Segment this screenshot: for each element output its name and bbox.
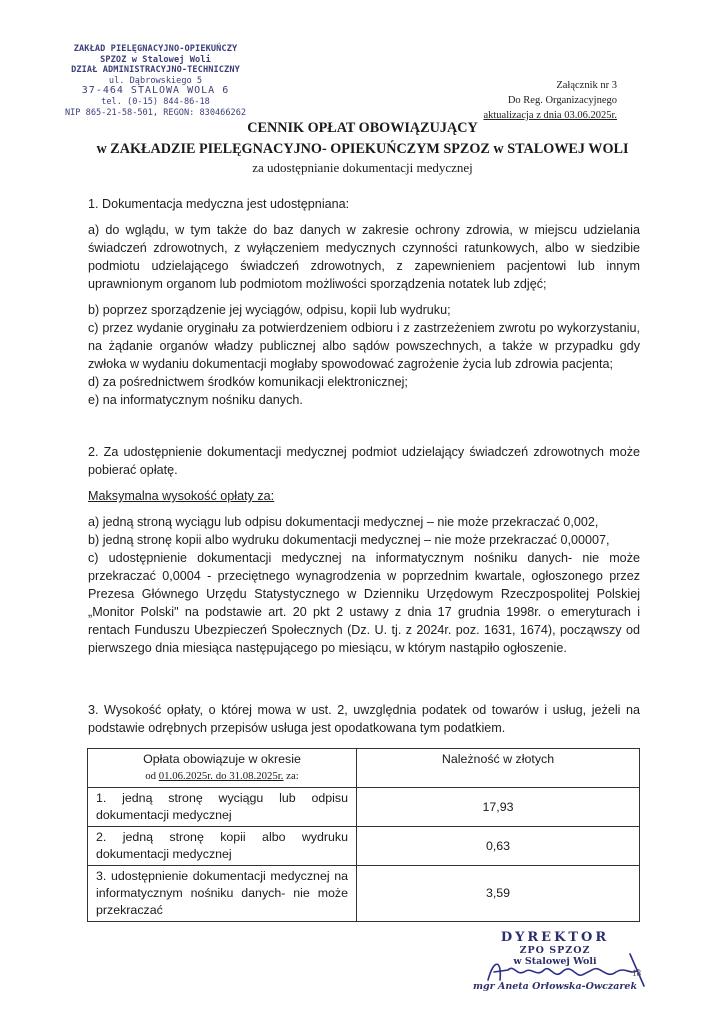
header-period-suffix: za: — [283, 770, 299, 782]
director-title: DYREKTOR — [500, 930, 610, 945]
section-2-text: 2. Za udostępnienie dokumentacji medycznej podmiot udzielający świadczeń zdrowotnych może pobierać opłatę. — [88, 445, 640, 477]
header-period — [88, 749, 357, 788]
annex-reference — [483, 78, 617, 123]
table-row — [88, 827, 640, 866]
director-org: ZPO SPZOZ — [519, 945, 591, 956]
max-fee-item-a: a) jedną stroną wyciągu lub odpisu dokumentacji medycznej – nie może przekraczać 0,002, — [88, 515, 599, 529]
fee-value: 0,63 — [357, 827, 640, 866]
max-fee-item-c: c) udostępnienie dokumentacji medycznej na informatycznym nośniku danych- nie może przekraczać 0,0004 - przeciętnego wynagrodzenia w poprzednim kwartale, ogłoszonego przez Prezesa Głównego Urzędu Statystycznego w Dzienniku Urzędowym Rzeczpospolitej Polskiej „Monitor Polski" na podstawie art. 20 pkt 2 ustawy z dnia 17 grudnia 1998r. o emeryturach i rentach Funduszu Ubezpieczeń Społecznych (Dz. U. tj. z 2024r. poz. 1631, 1674), począwszy od pierwszego dnia miesiąca następującego po miesiącu, w którym nastąpiło ogłoszenie. — [88, 551, 640, 655]
fee-label: 1. jedną stronę wyciągu lub odpisu dokumentacji medycznej — [88, 788, 357, 827]
section-1-item-c: c) przez wydanie oryginału za potwierdzeniem odbioru i z zastrzeżeniem zwrotu po wykorzystaniu, na żądanie organów władzy publicznej albo sądów powszechnych, a także w przypadku gdy zwłoka w wydaniu dokumentacji mogłaby spowodować zagrożenie życia lub zdrowia pacjenta; — [88, 321, 640, 371]
stamp-line: tel. (0-15) 844-86-18 — [101, 96, 210, 107]
max-fee-heading: Maksymalna wysokość opłaty za: — [88, 489, 275, 503]
director-city: w Stalowej Woli — [513, 956, 597, 967]
institution-stamp — [48, 44, 263, 118]
header-period-dates: 01.06.2025r. do 31.08.2025r. — [158, 770, 284, 782]
document-title: CENNIK OPŁAT OBOWIĄZUJĄCY — [247, 120, 478, 136]
page-number: 18 — [632, 968, 641, 978]
max-fee-item-b: b) jedną stronę kopii albo wydruku dokumentacji medycznej – nie może przekraczać 0,00007, — [88, 533, 610, 547]
header-period-label: Opłata obowiązuje w okresie — [143, 752, 301, 766]
stamp-line: DZIAŁ ADMINISTRACYJNO-TECHNICZNY — [71, 65, 240, 76]
fee-value: 17,93 — [357, 788, 640, 827]
stamp-line: ul. Dąbrowskiego 5 — [108, 75, 203, 86]
table-row — [88, 866, 640, 922]
table-row — [88, 788, 640, 827]
header-period-prefix: od — [145, 770, 159, 782]
section-1-item-d: d) za pośrednictwem środków komunikacji elektronicznej; — [88, 375, 408, 389]
stamp-line: NIP 865-21-58-501, REGON: 830466262 — [64, 107, 247, 118]
section-1-item-a: a) do wglądu, w tym także do baz danych w zakresie ochrony zdrowia, w miejscu udzielania świadczeń zdrowotnych, z wyłączeniem medycznych czynności ratunkowych, albo w siedzibie podmiotu udzielającego świadczeń zdrowotnych, z zapewnieniem pacjentowi lub innym uprawnionym organom lub podmiotom możliwości sporządzenia notatek lub zdjęć; — [88, 223, 640, 291]
section-2 — [88, 443, 640, 657]
fee-table-header — [88, 749, 640, 788]
section-3 — [88, 701, 640, 737]
fee-table — [87, 748, 640, 922]
section-1 — [88, 195, 640, 409]
header-amount: Należność w złotych — [357, 749, 640, 788]
section-3-text: 3. Wysokość opłaty, o której mowa w ust. 2, uwzględnia podatek od towarów i usług, jeżeli na podstawie odrębnych przepisów usługa jest opodatkowana tym podatkiem. — [88, 703, 640, 735]
fee-value: 3,59 — [357, 866, 640, 922]
annex-update-date: aktualizacja z dnia 03.06.2025r. — [483, 110, 617, 121]
stamp-line: SPZOZ w Stalowej Woli — [100, 54, 211, 65]
section-1-item-b: b) poprzez sporządzenie jej wyciągów, odpisu, kopii lub wydruku; — [88, 303, 451, 317]
stamp-line: 37-464 STALOWA WOLA 6 — [81, 85, 230, 97]
director-name: mgr Aneta Orłowska-Owczarek — [472, 981, 638, 992]
header-period-range — [96, 768, 348, 785]
section-1-heading: 1. Dokumentacja medyczna jest udostępniana: — [88, 197, 350, 211]
annex-regulation: Do Reg. Organizacyjnego — [507, 95, 617, 106]
document-subtitle: za udostępnianie dokumentacji medycznej — [252, 160, 473, 175]
fee-label: 3. udostępnienie dokumentacji medycznej na informatycznym nośniku danych- nie może przekraczać — [88, 866, 357, 922]
section-1-item-e: e) na informatycznym nośniku danych. — [88, 393, 303, 407]
annex-number: Załącznik nr 3 — [556, 80, 617, 91]
stamp-line: ZAKŁAD PIELĘGNACYJNO-OPIEKUŃCZY — [73, 44, 238, 54]
fee-label: 2. jedną stronę kopii albo wydruku dokumentacji medycznej — [88, 827, 357, 866]
document-title-institution: w ZAKŁADZIE PIELĘGNACYJNO- OPIEKUŃCZYM SPZOZ w STALOWEJ WOLI — [96, 141, 629, 157]
